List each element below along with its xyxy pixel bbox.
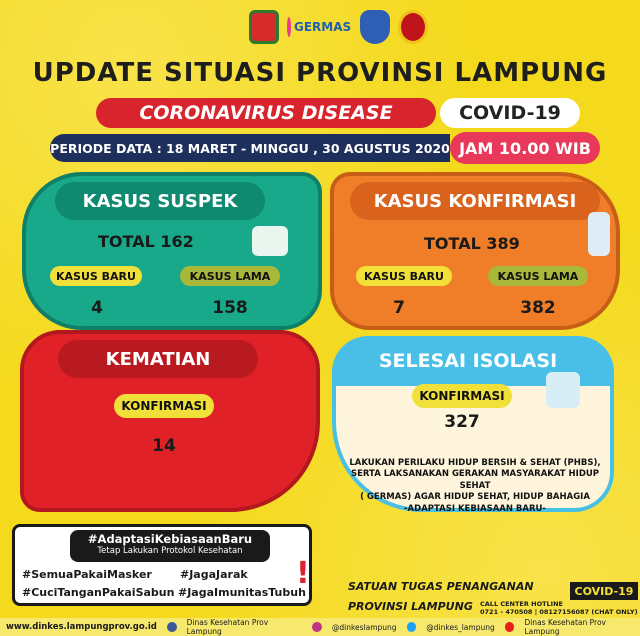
footer-instagram[interactable]: @dinkeslampung [331,622,397,632]
subtitle-covid: COVID-19 [440,98,580,128]
message-line: SERTA LAKSANAKAN GERAKAN MASYARAKAT HIDUP SEHAT [350,469,600,491]
suspek-lama-label: KASUS LAMA [180,266,280,286]
subtitle-disease: CORONAVIRUS DISEASE [96,98,436,128]
satgas-title: SATUAN TUGAS PENANGANAN [348,580,534,593]
konfirmasi-header: KASUS KONFIRMASI [350,182,600,220]
page-title: UPDATE SITUASI PROVINSI LAMPUNG [32,58,608,88]
doctor-patient-icon [252,226,288,256]
konfirmasi-lama-value: 382 [520,298,556,318]
konfirmasi-lama-label: KASUS LAMA [488,266,588,286]
periode-data: PERIODE DATA : 18 MARET - MINGGU , 30 AGUSTUS 2020 [50,134,450,162]
footer-twitter[interactable]: @dinkes_lampung [426,622,495,632]
message-line: LAKUKAN PERILAKU HIDUP BERSIH & SEHAT (PHBS), [349,458,601,468]
hashtag-jagajarak: #JagaJarak [180,568,248,581]
call-center [480,600,640,617]
selesai-value: 327 [444,412,480,432]
lampung-province-logo [249,10,279,44]
jam-badge: JAM 10.00 WIB [450,132,600,164]
iv-drip-icon [588,212,610,256]
satgas-provinsi: PROVINSI LAMPUNG [348,600,473,613]
facebook-icon [167,622,177,632]
footer [0,618,640,636]
kematian-konfirmasi-label: KONFIRMASI [114,394,214,418]
phbs-message [340,458,610,515]
hashtag-cucitangan: #CuciTanganPakaiSabun [22,586,175,599]
germas-icon [287,17,291,37]
police-logo [360,10,390,44]
footer-website[interactable]: www.dinkes.lampungprov.go.id [6,622,157,632]
hashtag-sub: Tetap Lakukan Protokol Kesehatan [97,546,243,556]
germas-logo [287,10,351,44]
germas-label: GERMAS [294,20,352,34]
wheelchair-icon [546,372,580,408]
hashtag-main: #AdaptasiKebiasaanBaru [87,532,253,546]
selesai-header: SELESAI ISOLASI [378,350,558,372]
kematian-value: 14 [152,436,176,456]
suspek-header: KASUS SUSPEK [55,182,265,220]
konfirmasi-baru-label: KASUS BARU [356,266,452,286]
hashtag-main-pill [70,530,270,562]
satgas-covid-tag: COVID-19 [570,582,638,600]
hashtag-masker: #SemuaPakaiMasker [22,568,152,581]
suspek-total: TOTAL 162 [98,232,194,251]
hashtag-imunitas: #JagaImunitasTubuh [178,586,306,599]
military-logo [398,10,428,44]
footer-facebook[interactable]: Dinas Kesehatan Prov Lampung [186,618,269,636]
selesai-konfirmasi-label: KONFIRMASI [412,384,512,408]
konfirmasi-total: TOTAL 389 [424,234,520,253]
kematian-header: KEMATIAN [58,340,258,378]
youtube-icon [505,622,515,632]
suspek-baru-label: KASUS BARU [50,266,142,286]
instagram-icon [312,622,322,632]
message-line: -ADAPTASI KEBIASAAN BARU- [404,503,546,514]
message-line: ( GERMAS) AGAR HIDUP SEHAT, HIDUP BAHAGIA [360,492,590,503]
suspek-lama-value: 158 [212,298,248,318]
call-center-numbers: 0721 - 470508 | 08127156087 (CHAT ONLY) [480,608,638,617]
exclamation-icon: ! [296,556,310,591]
konfirmasi-baru-value: 7 [393,298,405,318]
suspek-baru-value: 4 [91,298,103,318]
call-center-label: CALL CENTER HOTLINE [480,600,563,608]
twitter-icon [407,622,417,632]
footer-youtube[interactable]: Dinas Kesehatan Prov Lampung [524,618,606,636]
